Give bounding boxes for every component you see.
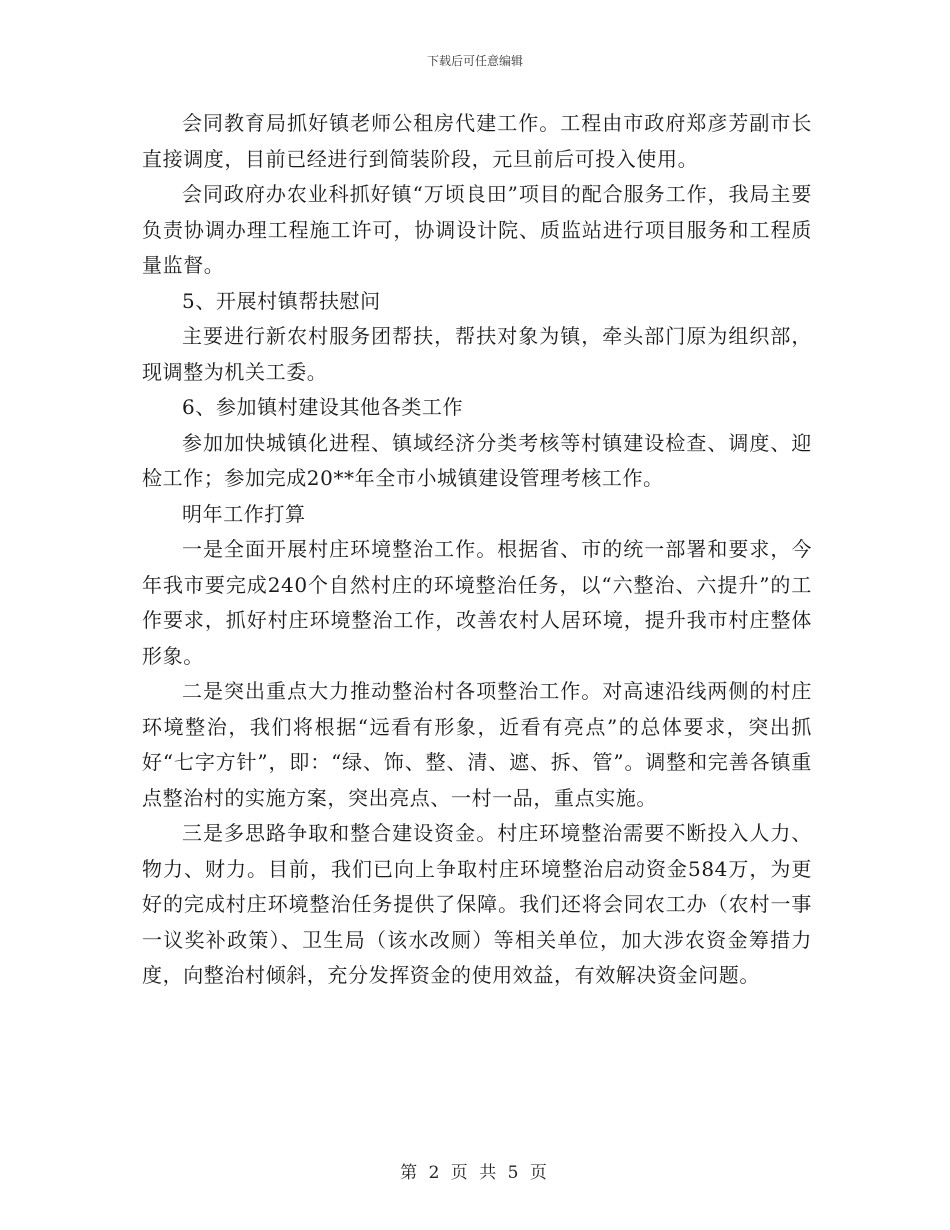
section-heading-5: 5、开展村镇帮扶慰问: [182, 288, 381, 313]
page-number: 第 2 页 共 5 页: [400, 1163, 550, 1183]
paragraph-plan-1: 一是全面开展村庄环境整治工作。根据省、市的统一部署和要求，今年我市要完成240个自然村庄的环境整治任务，以“六整治、六提升”的工作要求，抓好村庄环境整治工作，改善农村人居环境，提升我市村庄整体形象。: [142, 537, 812, 668]
paragraph-plan-2: 二是突出重点大力推动整治村各项整治工作。对高速沿线两侧的村庄环境整治，我们将根据“远看有形象，近看有亮点”的总体要求，突出抓好“七字方针”，即：“绿、饰、整、清、遮、拆、管”。调整和完善各镇重点整治村的实施方案，突出亮点、一村一品，重点实施。: [142, 679, 812, 810]
section-heading-6: 6、参加镇村建设其他各类工作: [182, 395, 464, 419]
section-heading-next-year: 明年工作打算: [182, 501, 306, 526]
paragraph-farmland-project: 会同政府办农业科抓好镇“万顷良田”项目的配合服务工作，我局主要负责协调办理工程施工许可，协调设计院、质监站进行项目服务和工程质量监督。: [142, 182, 812, 277]
paragraph-assistance: 主要进行新农村服务团帮扶，帮扶对象为镇，牵头部门原为组织部，现调整为机关工委。: [142, 324, 812, 384]
paragraph-other-work: 参加加快城镇化进程、镇域经济分类考核等村镇建设检查、调度、迎检工作；参加完成20**年全市小城镇建设管理考核工作。: [142, 430, 812, 490]
paragraph-plan-3: 三是多思路争取和整合建设资金。村庄环境整治需要不断投入人力、物力、财力。目前，我们已向上争取村庄环境整治启动资金584万，为更好的完成村庄环境整治任务提供了保障。我们还将会同农工办（农村一事一议奖补政策）、卫生局（该水改厕）等相关单位，加大涉农资金筹措力度，向整治村倾斜，充分发挥资金的使用效益，有效解决资金问题。: [142, 821, 812, 987]
document-body: [142, 106, 812, 994]
page-header: 下载后可任意编辑: [426, 54, 523, 68]
paragraph-teacher-housing: 会同教育局抓好镇老师公租房代建工作。工程由市政府郑彦芳副市长直接调度，目前已经进行到简装阶段，元旦前后可投入使用。: [142, 111, 812, 171]
